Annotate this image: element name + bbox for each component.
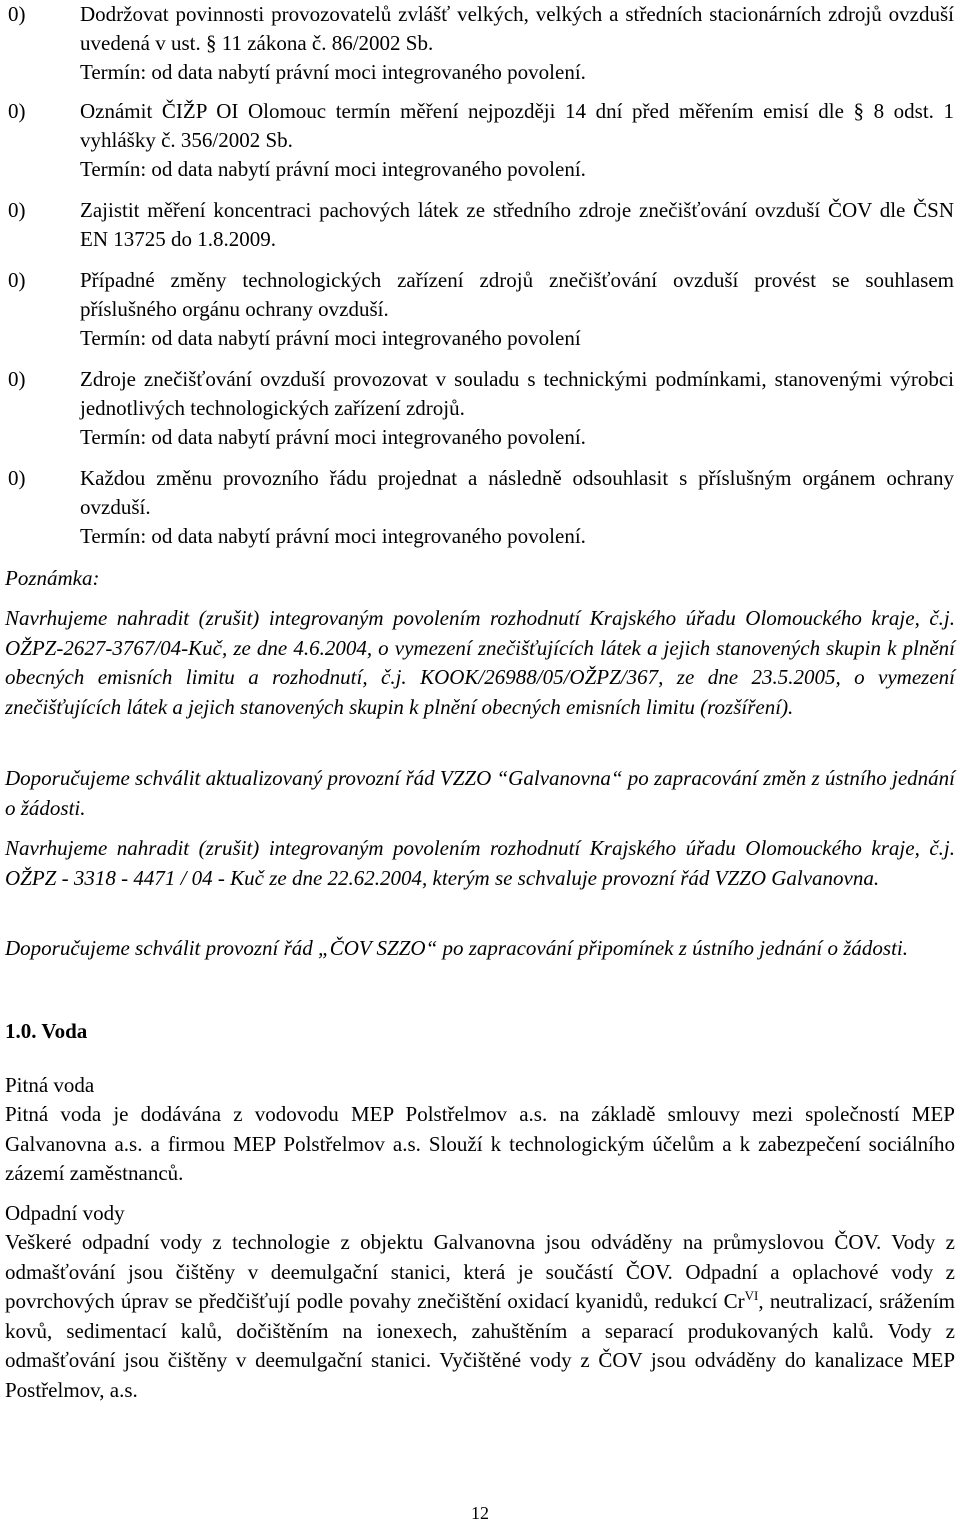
- condition-item: [8, 196, 954, 254]
- note-paragraph: Navrhujeme nahradit (zrušit) integrovaným povolením rozhodnutí Krajského úřadu Olomouckého kraje, č.j. OŽPZ - 3318 - 4471 / 04 - Kuč ze dne 22.62.2004, kterým se schvaluje provozní řád VZZO Galvanovna.: [5, 836, 955, 890]
- item-number: 0): [8, 268, 26, 292]
- item-number: 0): [8, 367, 26, 391]
- waste-water-text-part: Veškeré odpadní vody z technologie z objektu Galvanovna jsou odváděny na průmyslovou ČOV. Vody z odmašťování jsou čištěny v deemulgační stanici, která je součástí ČOV. Odpadní a oplachové vody z povrchových úprav se předčišťují podle povahy znečištění oxidací kyanidů, redukcí Cr: [5, 1230, 955, 1313]
- item-number: 0): [8, 2, 26, 26]
- item-deadline: Termín: od data nabytí právní moci integrovaného povolení.: [80, 157, 586, 181]
- item-text: Případné změny technologických zařízení zdrojů znečišťování ovzduší provést se souhlasem příslušného orgánu ochrany ovzduší.: [80, 268, 954, 321]
- section-heading: 1.0. Voda: [5, 1019, 88, 1043]
- condition-item: [8, 365, 954, 452]
- page-number: 12: [471, 1503, 489, 1523]
- item-text: Zdroje znečišťování ovzduší provozovat v souladu s technickými podmínkami, stanovenými výrobci jednotlivých technologických zařízení zdrojů.: [80, 367, 954, 420]
- condition-item: [8, 266, 954, 353]
- item-text: Dodržovat povinnosti provozovatelů zvlášť velkých, velkých a středních stacionárních zdrojů ovzduší uvedená v ust. § 11 zákona č. 86/2002 Sb.: [80, 2, 954, 55]
- item-text: Každou změnu provozního řádu projednat a následně odsouhlasit s příslušným orgánem ochrany ovzduší.: [80, 466, 954, 519]
- item-text: Zajistit měření koncentraci pachových látek ze středního zdroje znečišťování ovzduší ČOV dle ČSN EN 13725 do 1.8.2009.: [80, 198, 954, 251]
- condition-item: [8, 0, 954, 87]
- condition-item: [8, 97, 954, 184]
- item-number: 0): [8, 466, 26, 490]
- waste-water-paragraph: [5, 1228, 955, 1405]
- subsection-title: Pitná voda: [5, 1073, 95, 1097]
- item-text: Oznámit ČIŽP OI Olomouc termín měření nejpozději 14 dní před měřením emisí dle § 8 odst. 1 vyhlášky č. 356/2002 Sb.: [80, 99, 954, 152]
- note-paragraph: Navrhujeme nahradit (zrušit) integrovaným povolením rozhodnutí Krajského úřadu Olomouckého kraje, č.j. OŽPZ-2627-3767/04-Kuč, ze dne 4.6.2004, o vymezení znečišťujících látek a jejich stanovených skupin k plnění obecných emisních limitu a rozhodnutí, č.j. KOOK/26988/05/OŽPZ/367, ze dne 23.5.2005, o vymezení znečišťujících látek a jejich stanovených skupin k plnění obecných emisních limitu (rozšíření).: [5, 606, 955, 719]
- drinking-water-paragraph: Pitná voda je dodávána z vodovodu MEP Polstřelmov a.s. na základě smlouvy mezi společností MEP Galvanovna a.s. a firmou MEP Polstřelmov a.s. Slouží k technologickým účelům a k zabezpečení sociálního zázemí zaměstnanců.: [5, 1102, 955, 1185]
- item-deadline: Termín: od data nabytí právní moci integrovaného povolení.: [80, 425, 586, 449]
- subsection-title: Odpadní vody: [5, 1201, 125, 1225]
- item-deadline: Termín: od data nabytí právní moci integrovaného povolení.: [80, 524, 586, 548]
- item-number: 0): [8, 198, 26, 222]
- waste-water-text-part: , neutralizací, srážením kovů, sedimentací kalů, dočištěním na ionexech, zahuštěním a separací produkovaných kalů. Vody z odmašťování jsou čištěny v deemulgační stanici. Vyčištěné vody z ČOV jsou odváděny do kanalizace MEP Postřelmov, a.s.: [5, 1289, 955, 1402]
- note-label: Poznámka:: [5, 566, 100, 590]
- item-deadline: Termín: od data nabytí právní moci integrovaného povolení: [80, 326, 581, 350]
- condition-item: [8, 464, 954, 551]
- item-number: 0): [8, 99, 26, 123]
- note-paragraph: Doporučujeme schválit provozní řád „ČOV SZZO“ po zapracování připomínek z ústního jednání o žádosti.: [5, 936, 908, 960]
- note-paragraph: Doporučujeme schválit aktualizovaný provozní řád VZZO “Galvanovna“ po zapracování změn z ústního jednání o žádosti.: [5, 766, 955, 820]
- item-deadline: Termín: od data nabytí právní moci integrovaného povolení.: [80, 60, 586, 84]
- superscript: VI: [744, 1288, 759, 1303]
